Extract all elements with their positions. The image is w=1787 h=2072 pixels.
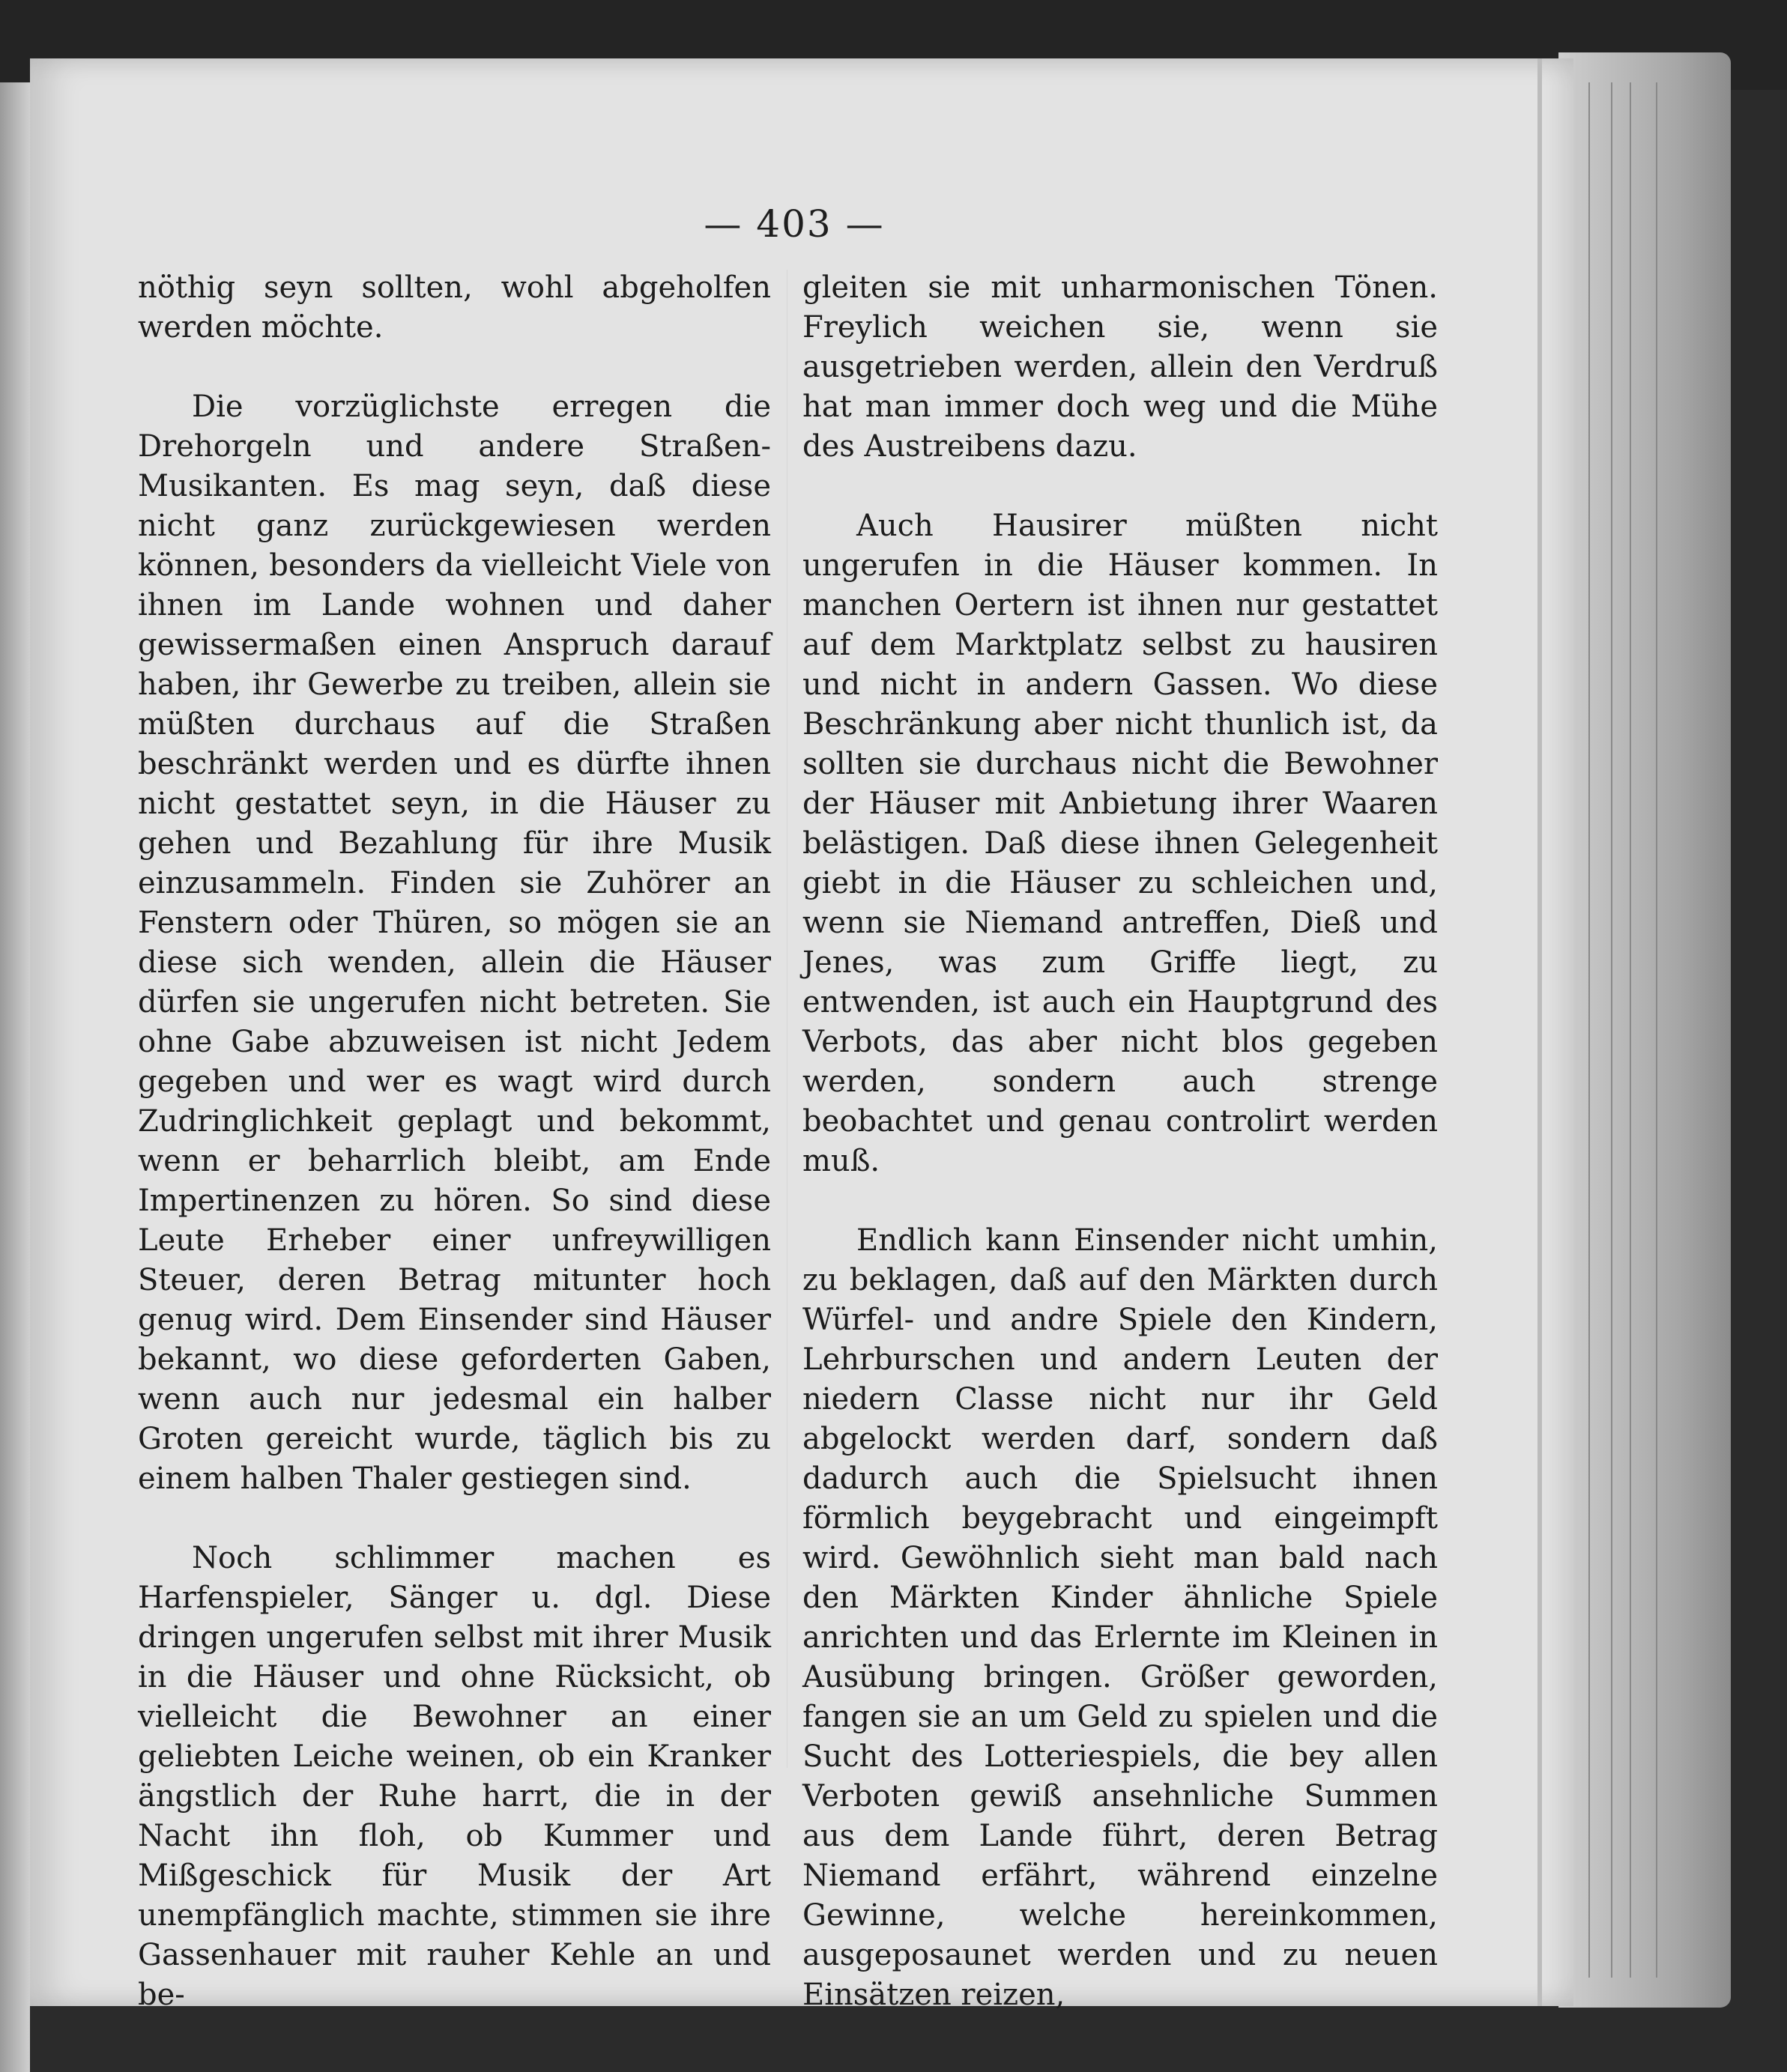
page-edge-shadow (1537, 58, 1542, 2006)
paragraph: Auch Hausirer müßten nicht ungerufen in die Häuser kommen. In manchen Oertern ist ihnen nur gestattet auf dem Marktplatz selbst zu hausiren und nicht in andern Gassen. Wo diese Beschränkung aber nicht thunlich ist, da sollten sie durchaus nicht die Bewohner der Häuser mit Anbietung ihrer Waaren belästigen. Daß diese ihnen Gelegenheit giebt in die Häuser zu schleichen und, wenn sie Niemand antreffen, Dieß und Jenes, was zum Griffe liegt, zu entwenden, ist auch ein Hauptgrund des Verbots, das aber nicht blos gegeben werden, sondern auch strenge beobachtet und genau controlirt werden muß. (802, 509, 1438, 1178)
paragraph: Noch schlimmer machen es Harfenspieler, Sänger u. dgl. Diese dringen ungerufen selbst mit ihrer Musik in die Häuser und ohne Rücksicht, ob vielleicht die Bewohner an einer geliebten Leiche weinen, ob ein Kranker ängstlich der Ruhe harrt, die in der Nacht ihn floh, ob Kummer und Mißgeschick für Musik der Art unempfänglich machte, stimmen sie ihre Gassenhauer mit rauher Kehle an und be- (138, 1541, 771, 2012)
page-number: — 403 — (704, 202, 885, 246)
paragraph: Die vorzüglichste erregen die Drehorgeln und andere Straßen-Musikanten. Es mag seyn, daß diese nicht ganz zurückgewiesen werden können, besonders da vielleicht Viele von ihnen im Lande wohnen und daher gewissermaßen einen Anspruch darauf haben, ihr Gewerbe zu treiben, allein sie müßten durchaus auf die Straßen beschränkt werden und es dürfte ihnen nicht gestattet seyn, in die Häuser zu gehen und Bezahlung für ihre Musik einzusammeln. Finden sie Zuhörer an Fenstern oder Thüren, so mögen sie an diese sich wenden, allein die Häuser dürfen sie ungerufen nicht betreten. Sie ohne Gabe abzuweisen ist nicht Jedem gegeben und wer es wagt wird durch Zudringlichkeit geplagt und bekommt, wenn er beharrlich bleibt, am Ende Impertinenzen zu hören. So sind diese Leute Erheber einer unfreywilligen Steuer, deren Betrag mitunter hoch genug wird. Dem Einsender sind Häuser bekannt, wo diese geforderten Gaben, wenn auch nur jedesmal ein halber Groten gereicht wurde, täglich bis zu einem halben Thaler gestiegen sind. (138, 390, 771, 1496)
paragraph: gleiten sie mit unharmonischen Tönen. Freylich weichen sie, wenn sie ausgetrieben werden, allein den Verdruß hat man immer doch weg und die Mühe des Austreibens dazu. (802, 270, 1438, 464)
facing-page-edge (0, 82, 30, 2072)
left-column (138, 268, 771, 2055)
right-column (802, 268, 1438, 2055)
page-block-edge (1558, 52, 1731, 2008)
paragraph: nöthig seyn sollten, wohl abgeholfen werden möchte. (138, 270, 771, 345)
paragraph: Endlich kann Einsender nicht umhin, zu beklagen, daß auf den Märkten durch Würfel- und andre Spiele den Kindern, Lehrburschen und andern Leuten der niedern Classe nicht nur ihr Geld abgelockt werden darf, sondern daß dadurch auch die Spielsucht ihnen förmlich beygebracht und eingeimpft wird. Gewöhnlich sieht man bald nach den Märkten Kinder ähnliche Spiele anrichten und das Erlernte im Kleinen in Ausübung bringen. Größer geworden, fangen sie an um Geld zu spielen und die Sucht des Lotteriespiels, die bey allen Verboten gewiß ansehnliche Summen aus dem Lande führt, deren Betrag Niemand erfährt, während einzelne Gewinne, welche hereinkommen, ausgeposaunet werden und zu neuen Einsätzen reizen, (802, 1223, 1438, 2012)
